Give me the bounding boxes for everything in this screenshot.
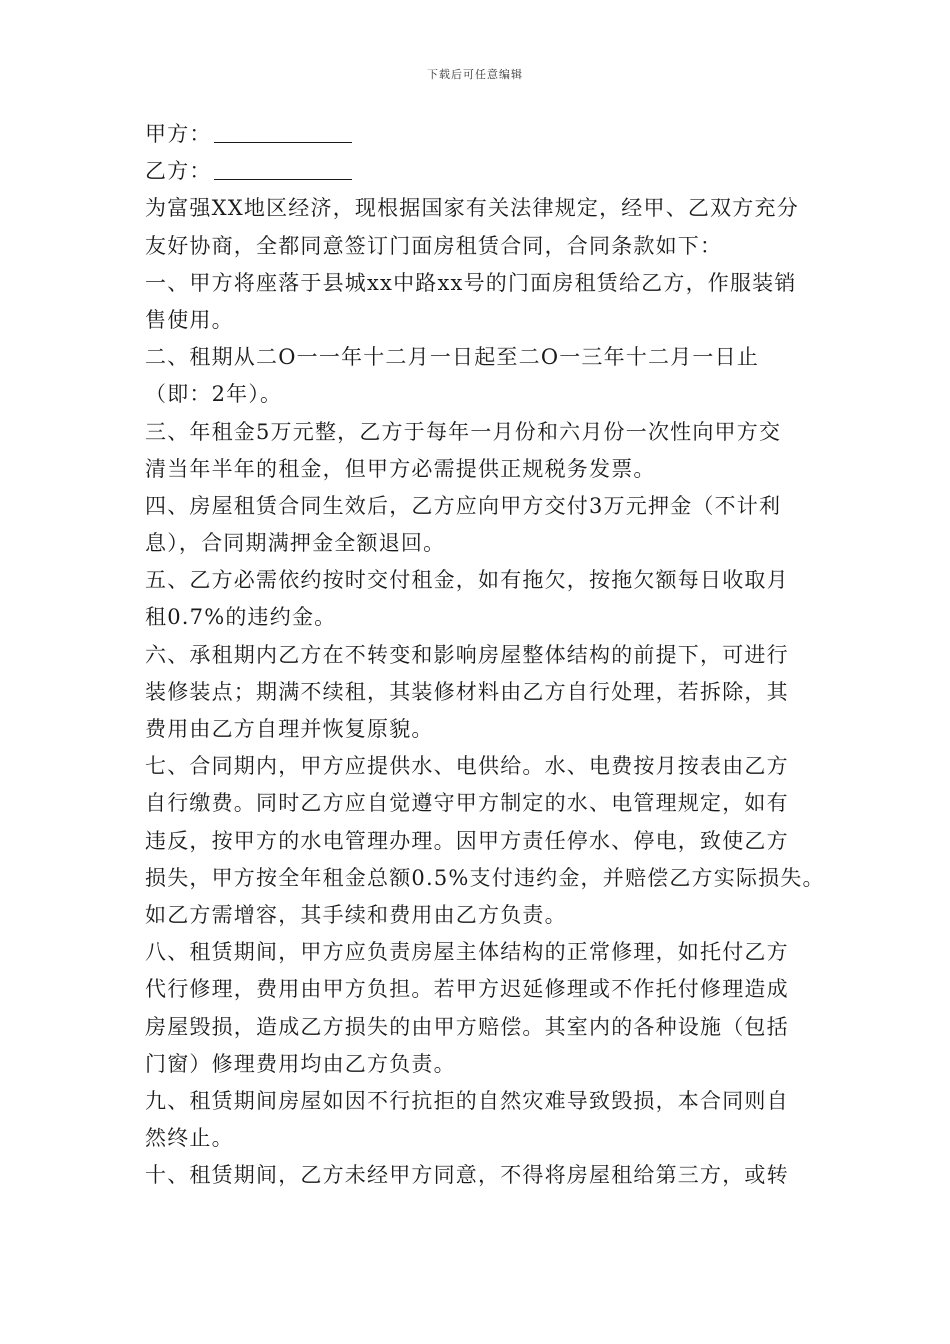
text-line: 代行修理，费用由甲方负担。若甲方迟延修理或不作托付修理造成 (145, 977, 789, 1002)
text-line: 自行缴费。同时乙方应自觉遵守甲方制定的水、电管理规定，如有 (145, 791, 789, 816)
text-line: 二、租期从二O一一年十二月一日起至二O一三年十二月一日止 (145, 345, 760, 370)
page-header-note: 下载后可任意编辑 (427, 68, 523, 81)
party-b-blank (214, 159, 352, 180)
text-line: 七、合同期内，甲方应提供水、电供给。水、电费按月按表由乙方 (145, 754, 789, 779)
party-a-blank (214, 122, 352, 143)
text-line: 如乙方需增容，其手续和费用由乙方负责。 (145, 902, 567, 927)
text-line: 六、承租期内乙方在不转变和影响房屋整体结构的前提下，可进行 (145, 642, 789, 667)
text-line: 为富强XX地区经济，现根据国家有关法律规定，经甲、乙双方充分 (145, 196, 799, 221)
text-line: 房屋毁损，造成乙方损失的由甲方赔偿。其室内的各种设施（包括 (145, 1014, 789, 1039)
party-a-line (145, 116, 820, 153)
text-line: 门窗）修理费用均由乙方负责。 (145, 1051, 456, 1076)
text-line: 四、房屋租赁合同生效后，乙方应向甲方交付3万元押金（不计利 (145, 493, 782, 518)
text-line: 租0.7%的违约金。 (145, 605, 337, 630)
text-line: 售使用。 (145, 307, 234, 332)
text-line: 清当年半年的租金，但甲方必需提供正规税务发票。 (145, 456, 656, 481)
text-line: 装修装点；期满不续租，其装修材料由乙方自行处理，若拆除，其 (145, 679, 789, 704)
party-b-label: 乙方： (145, 159, 212, 184)
text-line: 费用由乙方自理并恢复原貌。 (145, 717, 434, 741)
party-a-label: 甲方： (145, 122, 212, 146)
text-line: （即：2年）。 (145, 382, 283, 407)
text-line: 五、乙方必需依约按时交付租金，如有拖欠，按拖欠额每日收取月 (145, 568, 789, 593)
text-line: 息），合同期满押金全额退回。 (145, 531, 446, 556)
text-line: 九、租赁期间房屋如因不行抗拒的自然灾难导致毁损，本合同则自 (145, 1088, 789, 1113)
text-line: 三、年租金5万元整，乙方于每年一月份和六月份一次性向甲方交 (145, 419, 782, 444)
text-line: 一、甲方将座落于县城xx中路xx号的门面房租赁给乙方，作服装销 (145, 270, 797, 295)
text-line: 然终止。 (145, 1126, 234, 1151)
party-b-line (145, 153, 820, 190)
text-line: 违反，按甲方的水电管理办理。因甲方责任停水、停电，致使乙方 (145, 828, 789, 853)
text-line: 八、租赁期间，甲方应负责房屋主体结构的正常修理，如托付乙方 (145, 940, 789, 965)
text-line: 损失，甲方按全年租金总额0.5%支付违约金，并赔偿乙方实际损失。 (145, 865, 825, 890)
contract-body (145, 116, 825, 1194)
text-line: 友好协商，全都同意签订门面房租赁合同，合同条款如下： (145, 233, 723, 258)
text-line: 十、租赁期间，乙方未经甲方同意，不得将房屋租给第三方，或转 (145, 1163, 789, 1188)
